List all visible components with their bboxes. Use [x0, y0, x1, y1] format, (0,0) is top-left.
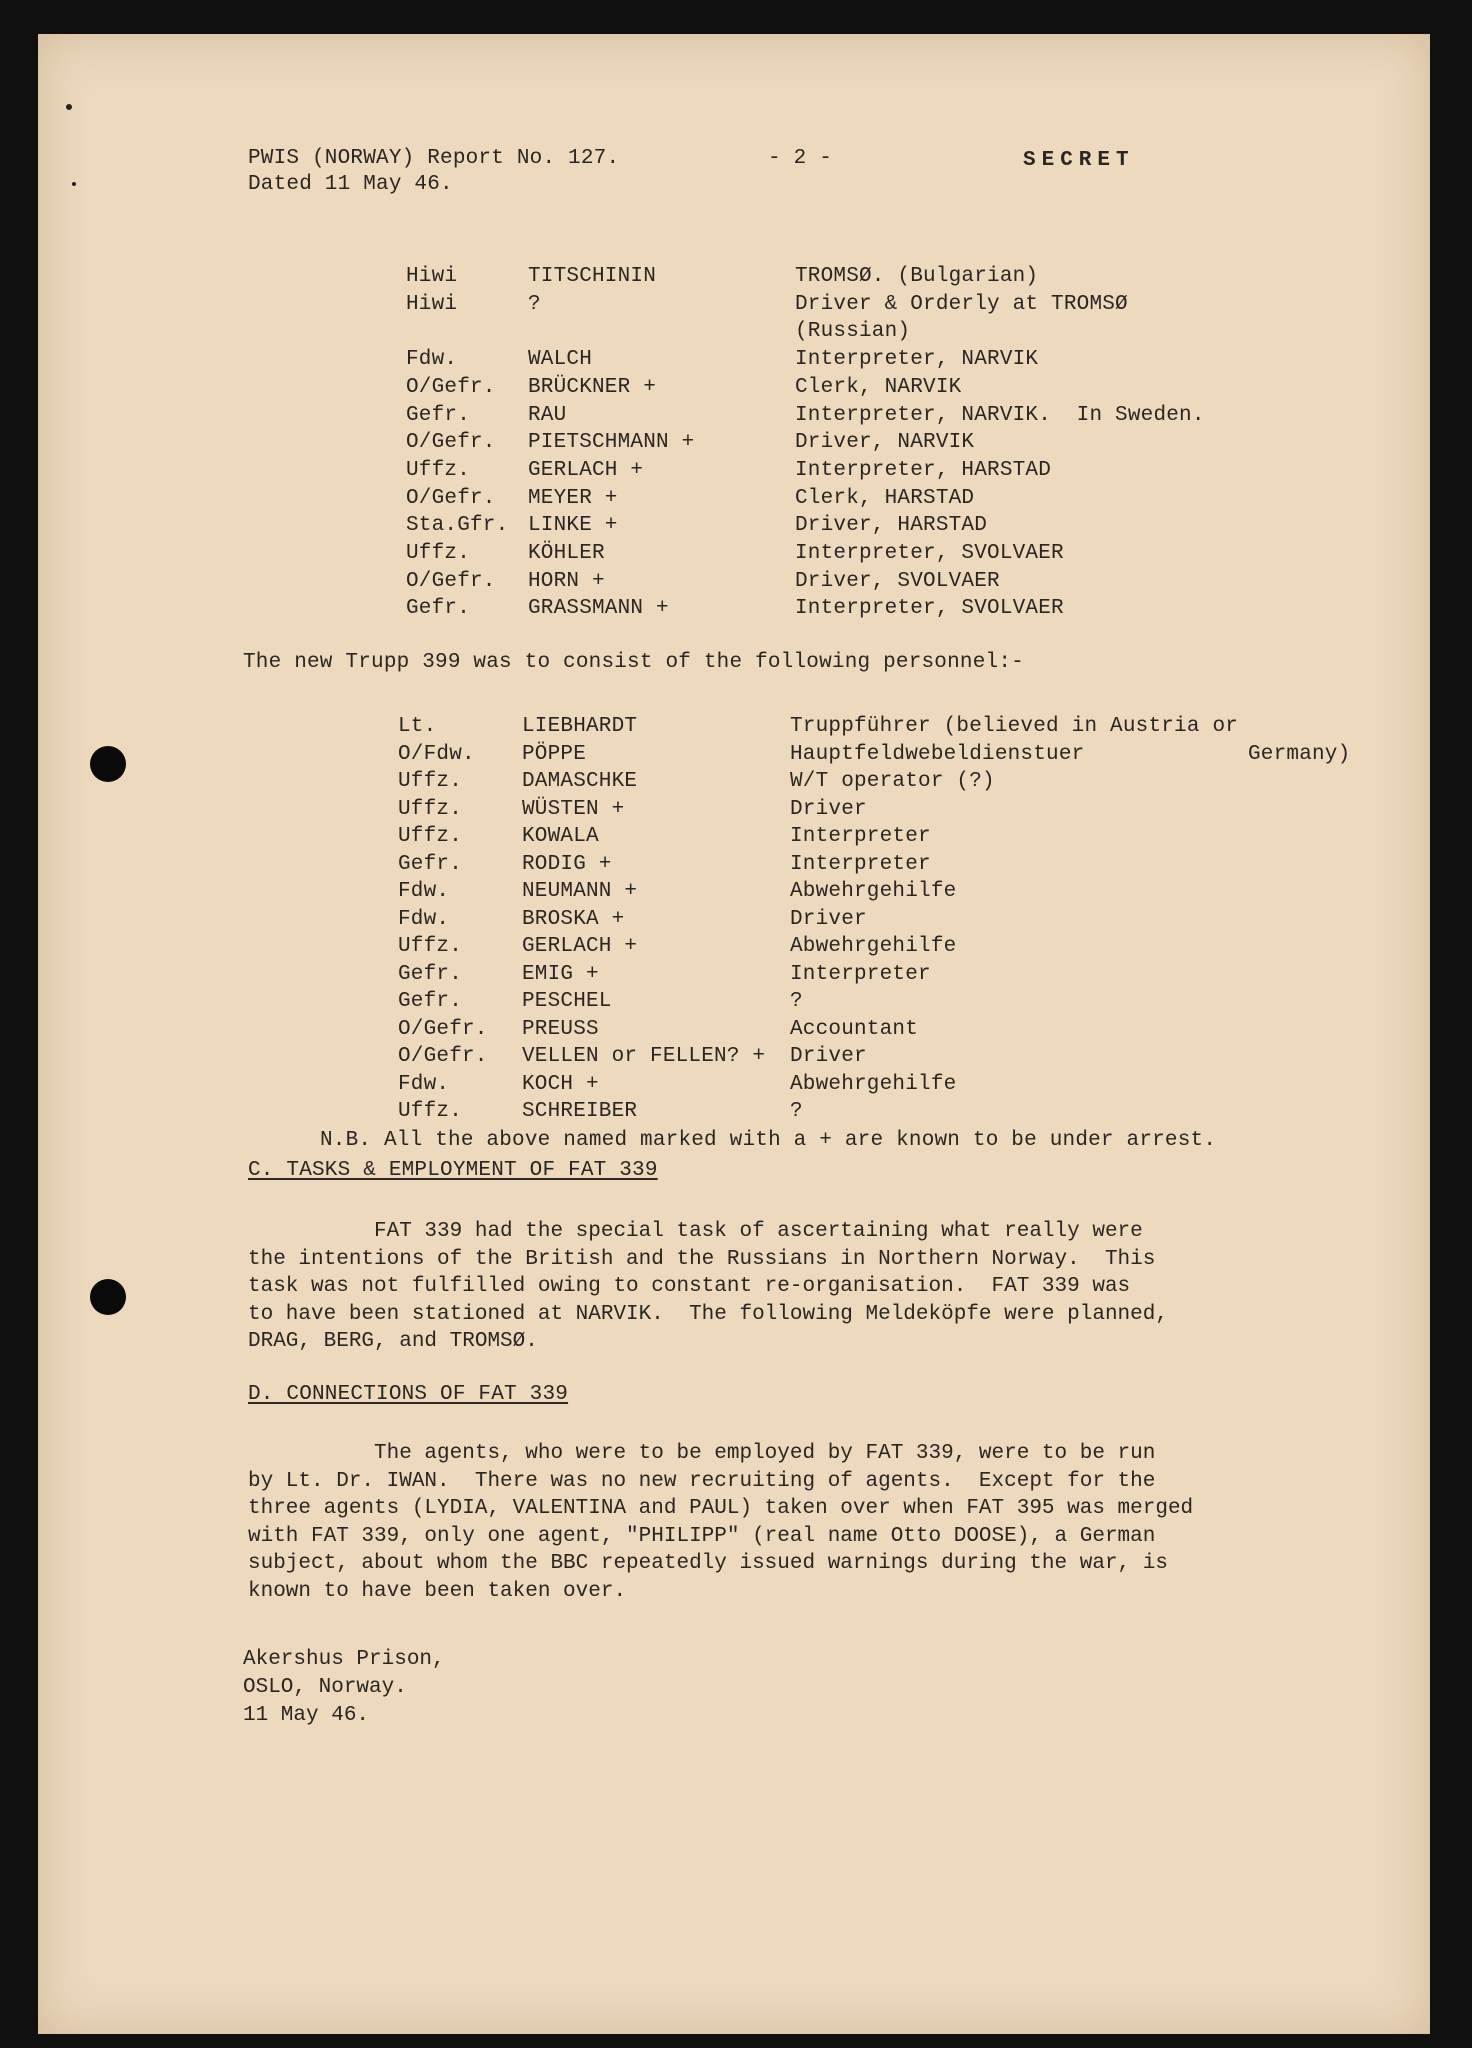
person-rank: Gefr. — [398, 962, 463, 986]
person-role: Interpreter, SVOLVAER — [795, 542, 1064, 565]
person-name: KOWALA — [522, 825, 599, 848]
person-role: Interpreter, NARVIK — [795, 348, 1039, 372]
paragraph-line: task was not fulfilled owing to constant re-organisation. FAT 339 was — [248, 1275, 1131, 1298]
person-role: Driver, SVOLVAER — [795, 569, 1000, 593]
person-rank: Uffz. — [398, 825, 463, 848]
person-role: Abwehrgehilfe — [790, 880, 957, 903]
person-name: NEUMANN + — [522, 880, 638, 903]
person-name: BROSKA + — [522, 907, 625, 931]
person-rank: Gefr. — [406, 597, 471, 621]
person-name: RAU — [528, 403, 567, 427]
person-name: PIETSCHMANN + — [528, 431, 695, 455]
person-rank: Gefr. — [398, 852, 463, 876]
person-name: ? — [528, 292, 541, 316]
paragraph-line: known to have been taken over. — [248, 1579, 627, 1603]
paragraph-line: DRAG, BERG, and TROMSØ. — [248, 1330, 538, 1353]
person-rank: Gefr. — [398, 990, 463, 1013]
paragraph-line: to have been stationed at NARVIK. The following Meldeköpfe were planned, — [248, 1302, 1168, 1326]
person-rank: Lt. — [398, 715, 437, 738]
person-name: LINKE + — [528, 514, 618, 538]
paragraph-line: FAT 339 had the special task of ascertaining what really were — [248, 1220, 1143, 1243]
person-name: LIEBHARDT — [522, 715, 638, 738]
nb-note: N.B. All the above named marked with a + are known to be under arrest. — [320, 1129, 1217, 1152]
person-name: GERLACH + — [522, 935, 638, 958]
person-rank: O/Fdw. — [398, 742, 475, 766]
person-role: Interpreter — [790, 852, 931, 876]
person-name: EMIG + — [522, 962, 599, 986]
paragraph-line: three agents (LYDIA, VALENTINA and PAUL) taken over when FAT 395 was merged — [248, 1497, 1194, 1520]
paragraph-line: with FAT 339, only one agent, "PHILIPP" (real name Otto DOOSE), a German — [248, 1524, 1156, 1548]
person-rank: Uffz. — [398, 797, 463, 821]
person-name: PESCHEL — [522, 990, 612, 1013]
person-rank: Uffz. — [398, 935, 463, 958]
person-name: MEYER + — [528, 486, 618, 510]
person-name: WÜSTEN + — [522, 797, 625, 821]
person-name: HORN + — [528, 569, 605, 593]
person-rank: Fdw. — [398, 880, 450, 903]
person-rank: Hiwi — [406, 292, 458, 316]
ink-speck — [72, 182, 76, 186]
person-role: Interpreter, NARVIK. In Sweden. — [795, 403, 1205, 427]
person-role: ? — [790, 990, 803, 1013]
person-role: Driver & Orderly at TROMSØ — [795, 292, 1128, 316]
person-role: W/T operator (?) — [790, 770, 995, 793]
section-d-heading: D. CONNECTIONS OF FAT 339 — [248, 1383, 569, 1406]
person-name: TITSCHININ — [528, 265, 657, 288]
person-rank: Uffz. — [398, 770, 463, 793]
person-role: Interpreter — [790, 825, 931, 848]
person-role: Driver, HARSTAD — [795, 514, 988, 538]
person-rank: Uffz. — [406, 458, 471, 482]
person-name: GERLACH + — [528, 458, 644, 482]
person-role: Driver — [790, 797, 867, 821]
person-role: Interpreter — [790, 962, 931, 986]
person-role: Abwehrgehilfe — [790, 935, 957, 958]
person-rank: O/Gefr. — [398, 1017, 488, 1041]
person-name: KÖHLER — [528, 542, 605, 565]
punch-hole — [90, 746, 126, 782]
person-rank: Gefr. — [406, 403, 471, 427]
person-name: DAMASCHKE — [522, 770, 638, 793]
person-rank: Fdw. — [398, 1072, 450, 1096]
classification-stamp: SECRET — [1023, 149, 1135, 172]
person-name: RODIG + — [522, 852, 612, 876]
person-role: Clerk, NARVIK — [795, 375, 962, 399]
report-title: PWIS (NORWAY) Report No. 127. — [248, 147, 620, 170]
paragraph-line: OSLO, Norway. — [243, 1676, 407, 1699]
person-role: Abwehrgehilfe — [790, 1072, 957, 1096]
person-role: ? — [790, 1100, 803, 1123]
person-name: KOCH + — [522, 1072, 599, 1096]
person-name: SCHREIBER — [522, 1100, 638, 1123]
trupp-intro: The new Trupp 399 was to consist of the following personnel:- — [243, 651, 1024, 674]
person-role: Truppführer (believed in Austria or — [790, 715, 1239, 738]
person-rank: Uffz. — [406, 542, 471, 565]
person-name: PÖPPE — [522, 742, 587, 766]
person-rank: O/Gefr. — [406, 431, 496, 455]
person-name: GRASSMANN + — [528, 597, 669, 621]
person-rank: Sta.Gfr. — [406, 514, 509, 538]
person-role: Accountant — [790, 1017, 919, 1041]
person-role: Interpreter, SVOLVAER — [795, 597, 1064, 621]
person-role: Clerk, HARSTAD — [795, 486, 975, 510]
person-rank: Uffz. — [398, 1100, 463, 1123]
person-role: TROMSØ. (Bulgarian) — [795, 265, 1039, 288]
person-rank: Fdw. — [398, 907, 450, 931]
person-role: (Russian) — [795, 320, 911, 344]
date-line: Dated 11 May 46. — [248, 173, 453, 196]
person-role: Hauptfeldwebeldienstuer — [790, 742, 1085, 766]
person-name: PREUSS — [522, 1017, 599, 1041]
section-c-heading: C. TASKS & EMPLOYMENT OF FAT 339 — [248, 1159, 658, 1182]
person-rank: Hiwi — [406, 265, 458, 288]
person-role: Driver — [790, 1045, 867, 1068]
person-name: VELLEN or FELLEN? + — [522, 1045, 766, 1068]
person-rank: O/Gefr. — [406, 486, 496, 510]
person-role: Interpreter, HARSTAD — [795, 458, 1052, 482]
person-role: Driver, NARVIK — [795, 431, 975, 455]
document-page — [38, 34, 1430, 2034]
punch-hole — [90, 1279, 126, 1315]
paragraph-line: subject, about whom the BBC repeatedly issued warnings during the war, is — [248, 1552, 1168, 1575]
list-two-overflow: Germany) — [1248, 743, 1351, 766]
person-name: WALCH — [528, 348, 593, 372]
paragraph-line: 11 May 46. — [243, 1704, 370, 1727]
page-number: - 2 - — [768, 147, 833, 170]
paragraph-line: by Lt. Dr. IWAN. There was no new recruiting of agents. Except for the — [248, 1469, 1156, 1493]
paragraph-line: the intentions of the British and the Russians in Northern Norway. This — [248, 1247, 1156, 1271]
paragraph-line: Akershus Prison, — [243, 1648, 445, 1671]
ink-speck — [66, 104, 72, 110]
paragraph-line: The agents, who were to be employed by FAT 339, were to be run — [248, 1442, 1156, 1465]
person-rank: O/Gefr. — [406, 569, 496, 593]
person-name: BRÜCKNER + — [528, 375, 657, 399]
person-rank: O/Gefr. — [406, 375, 496, 399]
person-role: Driver — [790, 907, 867, 931]
person-rank: Fdw. — [406, 348, 458, 372]
person-rank: O/Gefr. — [398, 1045, 488, 1068]
